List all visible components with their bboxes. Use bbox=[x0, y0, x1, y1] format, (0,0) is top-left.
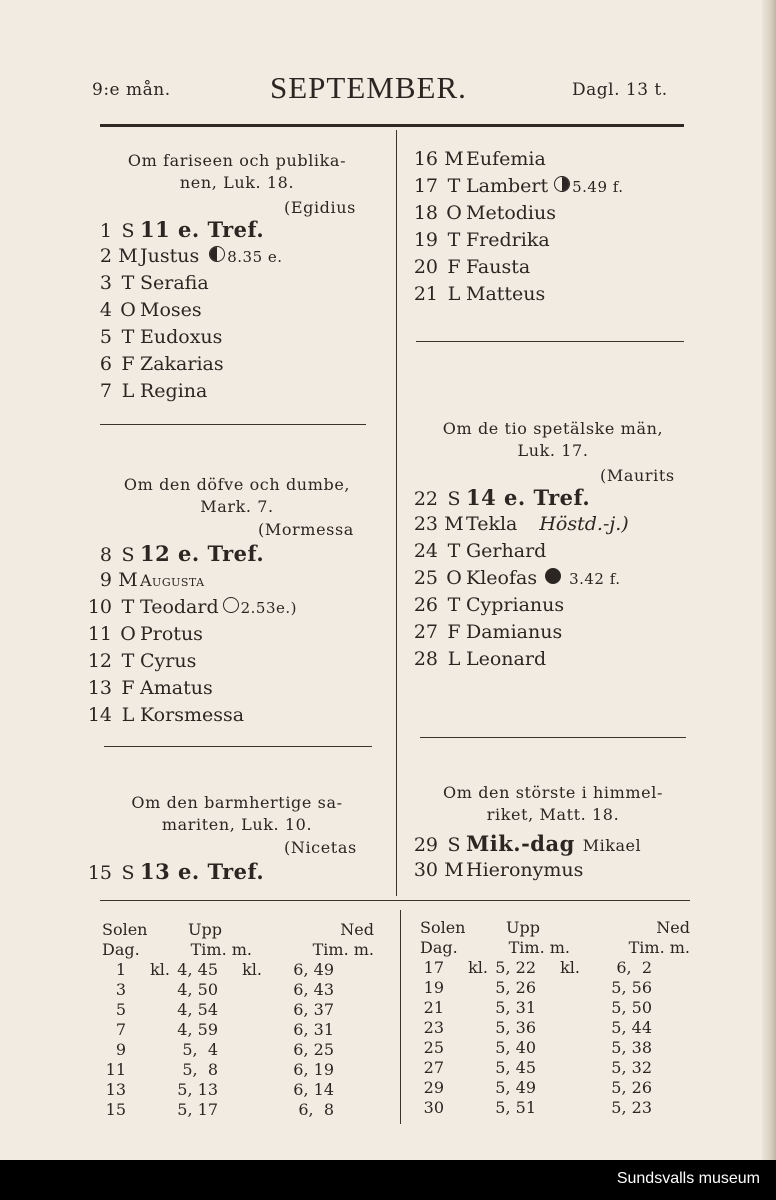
table-cell: 4, 45 bbox=[177, 960, 218, 979]
table-cell: 5, 13 bbox=[177, 1080, 218, 1099]
table-cell: 5, 49 bbox=[495, 1078, 536, 1097]
new-moon-icon bbox=[545, 568, 561, 584]
table-row bbox=[420, 998, 690, 1018]
table-cell bbox=[218, 980, 262, 1000]
table-cell: 5, 56 bbox=[611, 978, 652, 997]
calendar-day: 21 L Matteus bbox=[413, 283, 546, 305]
table-cell: 27 bbox=[423, 1058, 444, 1077]
week-days bbox=[86, 216, 283, 405]
calendar-day: 16 M Eufemia bbox=[413, 148, 546, 170]
week-days bbox=[86, 858, 264, 885]
table-cell bbox=[444, 1018, 488, 1038]
table-cell bbox=[536, 1078, 580, 1098]
calendar-day: 11 O Protus bbox=[87, 623, 203, 645]
table-rule bbox=[100, 900, 690, 901]
table-cell bbox=[126, 1000, 170, 1020]
table-cell: 5, 50 bbox=[611, 998, 652, 1017]
calendar-day: 3 T Serafia bbox=[99, 272, 209, 294]
table-cell: 25 bbox=[423, 1038, 444, 1057]
calendar-day: 28 L Leonard bbox=[413, 648, 547, 670]
table-row bbox=[420, 1018, 690, 1038]
table-cell: 5, 22 bbox=[495, 958, 536, 977]
column-divider bbox=[396, 130, 397, 896]
calendar-day: 17 T Lambert 5.49 f. bbox=[413, 175, 624, 197]
table-cell: 9 bbox=[115, 1040, 126, 1059]
calendar-day: 23 M Tekla Höstd.-j.) bbox=[413, 513, 629, 535]
table-cell: 1 bbox=[115, 960, 126, 979]
table-cell bbox=[126, 1100, 170, 1120]
full-moon-icon bbox=[223, 597, 239, 613]
table-cell: 17 bbox=[423, 958, 444, 977]
calendar-day: 8 S 12 e. Tref. bbox=[99, 541, 265, 566]
gospel-reading: Om den döfve och dumbe, Mark. 7. bbox=[123, 475, 351, 516]
calendar-day: 14 L Korsmessa bbox=[87, 704, 245, 726]
calendar-day: 10 T Teodard 2.53e.) bbox=[87, 596, 298, 618]
table-row bbox=[102, 1040, 374, 1060]
table-cell bbox=[444, 1038, 488, 1058]
table-cell bbox=[536, 1058, 580, 1078]
table-row bbox=[102, 1000, 374, 1020]
table-cell: kl. bbox=[560, 958, 580, 977]
table-cell: 21 bbox=[423, 998, 444, 1017]
week-days bbox=[412, 830, 641, 884]
table-cell: 11 bbox=[105, 1060, 126, 1079]
sunrise-table-right bbox=[420, 918, 690, 1118]
museum-credit: Sundsvalls museum bbox=[616, 1170, 760, 1187]
calendar-day: 25 O Kleofas 3.42 f. bbox=[413, 567, 621, 589]
table-cell: 5, 23 bbox=[611, 1098, 652, 1117]
first-quarter-icon bbox=[209, 246, 225, 262]
table-row bbox=[102, 1080, 374, 1100]
table-cell: 6, 49 bbox=[293, 960, 334, 979]
table-row bbox=[102, 1060, 374, 1080]
day-length: Dagl. 13 t. bbox=[572, 80, 668, 100]
table-row bbox=[420, 1078, 690, 1098]
table-cell bbox=[444, 1098, 488, 1118]
table-divider bbox=[400, 910, 401, 1124]
calendar-day: 4 O Moses bbox=[99, 299, 202, 321]
calendar-day: 7 L Regina bbox=[99, 380, 208, 402]
week-divider bbox=[104, 746, 372, 747]
table-cell bbox=[536, 1038, 580, 1058]
table-header: Solen Upp Ned bbox=[102, 920, 374, 939]
calendar-day: 1 S 11 e. Tref. bbox=[99, 217, 265, 242]
table-cell bbox=[218, 1040, 262, 1060]
header-rule bbox=[100, 124, 684, 127]
table-cell bbox=[444, 1058, 488, 1078]
calendar-day: 20 F Fausta bbox=[413, 256, 531, 278]
calendar-day: 2 M Justus 8.35 e. bbox=[99, 245, 283, 267]
table-cell bbox=[126, 980, 170, 1000]
table-cell bbox=[126, 1060, 170, 1080]
table-cell: kl. bbox=[150, 960, 170, 979]
table-cell: 5, 38 bbox=[611, 1038, 652, 1057]
calendar-day: 19 T Fredrika bbox=[413, 229, 550, 251]
credit-bar bbox=[0, 1160, 776, 1200]
calendar-day: 15 S 13 e. Tref. bbox=[87, 859, 265, 884]
table-cell: 15 bbox=[105, 1100, 126, 1119]
table-cell bbox=[126, 1080, 170, 1100]
table-cell: 4, 50 bbox=[177, 980, 218, 999]
table-row bbox=[102, 1100, 374, 1120]
table-cell: 6, 31 bbox=[293, 1020, 334, 1039]
gospel-reading: Om fariseen och publika- nen, Luk. 18. bbox=[127, 151, 347, 192]
calendar-day: 13 F Amatus bbox=[87, 677, 213, 699]
week-days bbox=[412, 484, 629, 673]
month-number: 9:e mån. bbox=[92, 80, 171, 100]
week-days bbox=[86, 540, 297, 729]
last-quarter-icon bbox=[554, 176, 570, 192]
calendar-day: 27 F Damianus bbox=[413, 621, 563, 643]
calendar-day: 24 T Gerhard bbox=[413, 540, 547, 562]
table-subheader: Dag. Tim. m. Tim. m. bbox=[102, 940, 374, 959]
table-cell bbox=[444, 1078, 488, 1098]
table-cell: 6, 19 bbox=[293, 1060, 334, 1079]
table-cell bbox=[444, 998, 488, 1018]
table-cell: kl. bbox=[468, 958, 488, 977]
saint-note: (Nicetas bbox=[284, 838, 357, 857]
table-cell: 5, 17 bbox=[177, 1100, 218, 1119]
table-cell bbox=[126, 1040, 170, 1060]
table-cell: 5, 31 bbox=[495, 998, 536, 1017]
table-cell: 5, 40 bbox=[495, 1038, 536, 1057]
saint-note: (Maurits bbox=[600, 466, 675, 485]
table-cell bbox=[536, 1018, 580, 1038]
table-header: Solen Upp Ned bbox=[420, 918, 690, 937]
table-cell: 4, 59 bbox=[177, 1020, 218, 1039]
table-cell bbox=[126, 1020, 170, 1040]
table-cell: 5, 8 bbox=[182, 1060, 218, 1079]
table-row bbox=[420, 1058, 690, 1078]
gospel-reading: Om den störste i himmel- riket, Matt. 18. bbox=[443, 783, 663, 824]
table-cell bbox=[218, 1060, 262, 1080]
month-title: SEPTEMBER. bbox=[270, 70, 467, 105]
table-cell bbox=[536, 998, 580, 1018]
gospel-reading: Om den barmhertige sa- mariten, Luk. 10. bbox=[131, 793, 343, 834]
calendar-day: 12 T Cyrus bbox=[87, 650, 197, 672]
table-cell: 6, 37 bbox=[293, 1000, 334, 1019]
table-body bbox=[420, 958, 690, 1118]
table-cell bbox=[536, 978, 580, 998]
table-cell: 19 bbox=[423, 978, 444, 997]
table-subheader: Dag. Tim. m. Tim. m. bbox=[420, 938, 690, 957]
table-cell: 6, 14 bbox=[293, 1080, 334, 1099]
table-row bbox=[420, 1038, 690, 1058]
week-divider bbox=[416, 341, 684, 342]
table-cell bbox=[218, 1000, 262, 1020]
table-cell: 5, 45 bbox=[495, 1058, 536, 1077]
table-cell: 4, 54 bbox=[177, 1000, 218, 1019]
table-cell: 23 bbox=[423, 1018, 444, 1037]
table-cell: 5, 26 bbox=[495, 978, 536, 997]
table-cell: 6, 2 bbox=[616, 958, 652, 977]
calendar-day: 26 T Cyprianus bbox=[413, 594, 565, 616]
calendar-day: 30 M Hieronymus bbox=[413, 859, 584, 881]
table-cell: 6, 25 bbox=[293, 1040, 334, 1059]
table-row bbox=[420, 1098, 690, 1118]
table-cell: 5, 36 bbox=[495, 1018, 536, 1037]
week-days bbox=[412, 146, 624, 308]
calendar-day: 5 T Eudoxus bbox=[99, 326, 223, 348]
table-row bbox=[420, 958, 690, 978]
table-cell: kl. bbox=[242, 960, 262, 979]
table-cell: 6, 8 bbox=[298, 1100, 334, 1119]
gospel-reading: Om de tio spetälske män, Luk. 17. bbox=[442, 419, 664, 460]
table-cell: 5, 44 bbox=[611, 1018, 652, 1037]
table-cell bbox=[218, 1080, 262, 1100]
table-cell bbox=[218, 1100, 262, 1120]
table-cell: 5, 4 bbox=[182, 1040, 218, 1059]
saint-note: (Egidius bbox=[284, 198, 356, 217]
table-row bbox=[102, 1020, 374, 1040]
week-divider bbox=[100, 424, 366, 425]
saint-note: (Mormessa bbox=[258, 520, 354, 539]
calendar-day: 22 S 14 e. Tref. bbox=[413, 485, 591, 510]
table-cell: 5 bbox=[115, 1000, 126, 1019]
table-cell: 29 bbox=[423, 1078, 444, 1097]
table-cell bbox=[444, 978, 488, 998]
table-body bbox=[102, 960, 374, 1120]
table-cell: 7 bbox=[115, 1020, 126, 1039]
table-cell bbox=[536, 1098, 580, 1118]
table-row bbox=[420, 978, 690, 998]
table-cell: 30 bbox=[423, 1098, 444, 1117]
calendar-day: 6 F Zakarias bbox=[99, 353, 224, 375]
table-cell bbox=[218, 1020, 262, 1040]
table-cell: 5, 26 bbox=[611, 1078, 652, 1097]
table-row bbox=[102, 960, 374, 980]
table-cell: 13 bbox=[105, 1080, 126, 1099]
table-cell: 6, 43 bbox=[293, 980, 334, 999]
page-edge bbox=[762, 0, 776, 1160]
calendar-day: 29 S Mik.-dag Mikael bbox=[413, 831, 642, 856]
calendar-day: 18 O Metodius bbox=[413, 202, 556, 224]
table-row bbox=[102, 980, 374, 1000]
week-divider bbox=[420, 737, 686, 738]
sunrise-table-left bbox=[102, 920, 374, 1120]
calendar-day: 9 M Augusta bbox=[99, 569, 205, 591]
table-cell: 3 bbox=[115, 980, 126, 999]
table-cell: 5, 51 bbox=[495, 1098, 536, 1117]
table-cell: 5, 32 bbox=[611, 1058, 652, 1077]
